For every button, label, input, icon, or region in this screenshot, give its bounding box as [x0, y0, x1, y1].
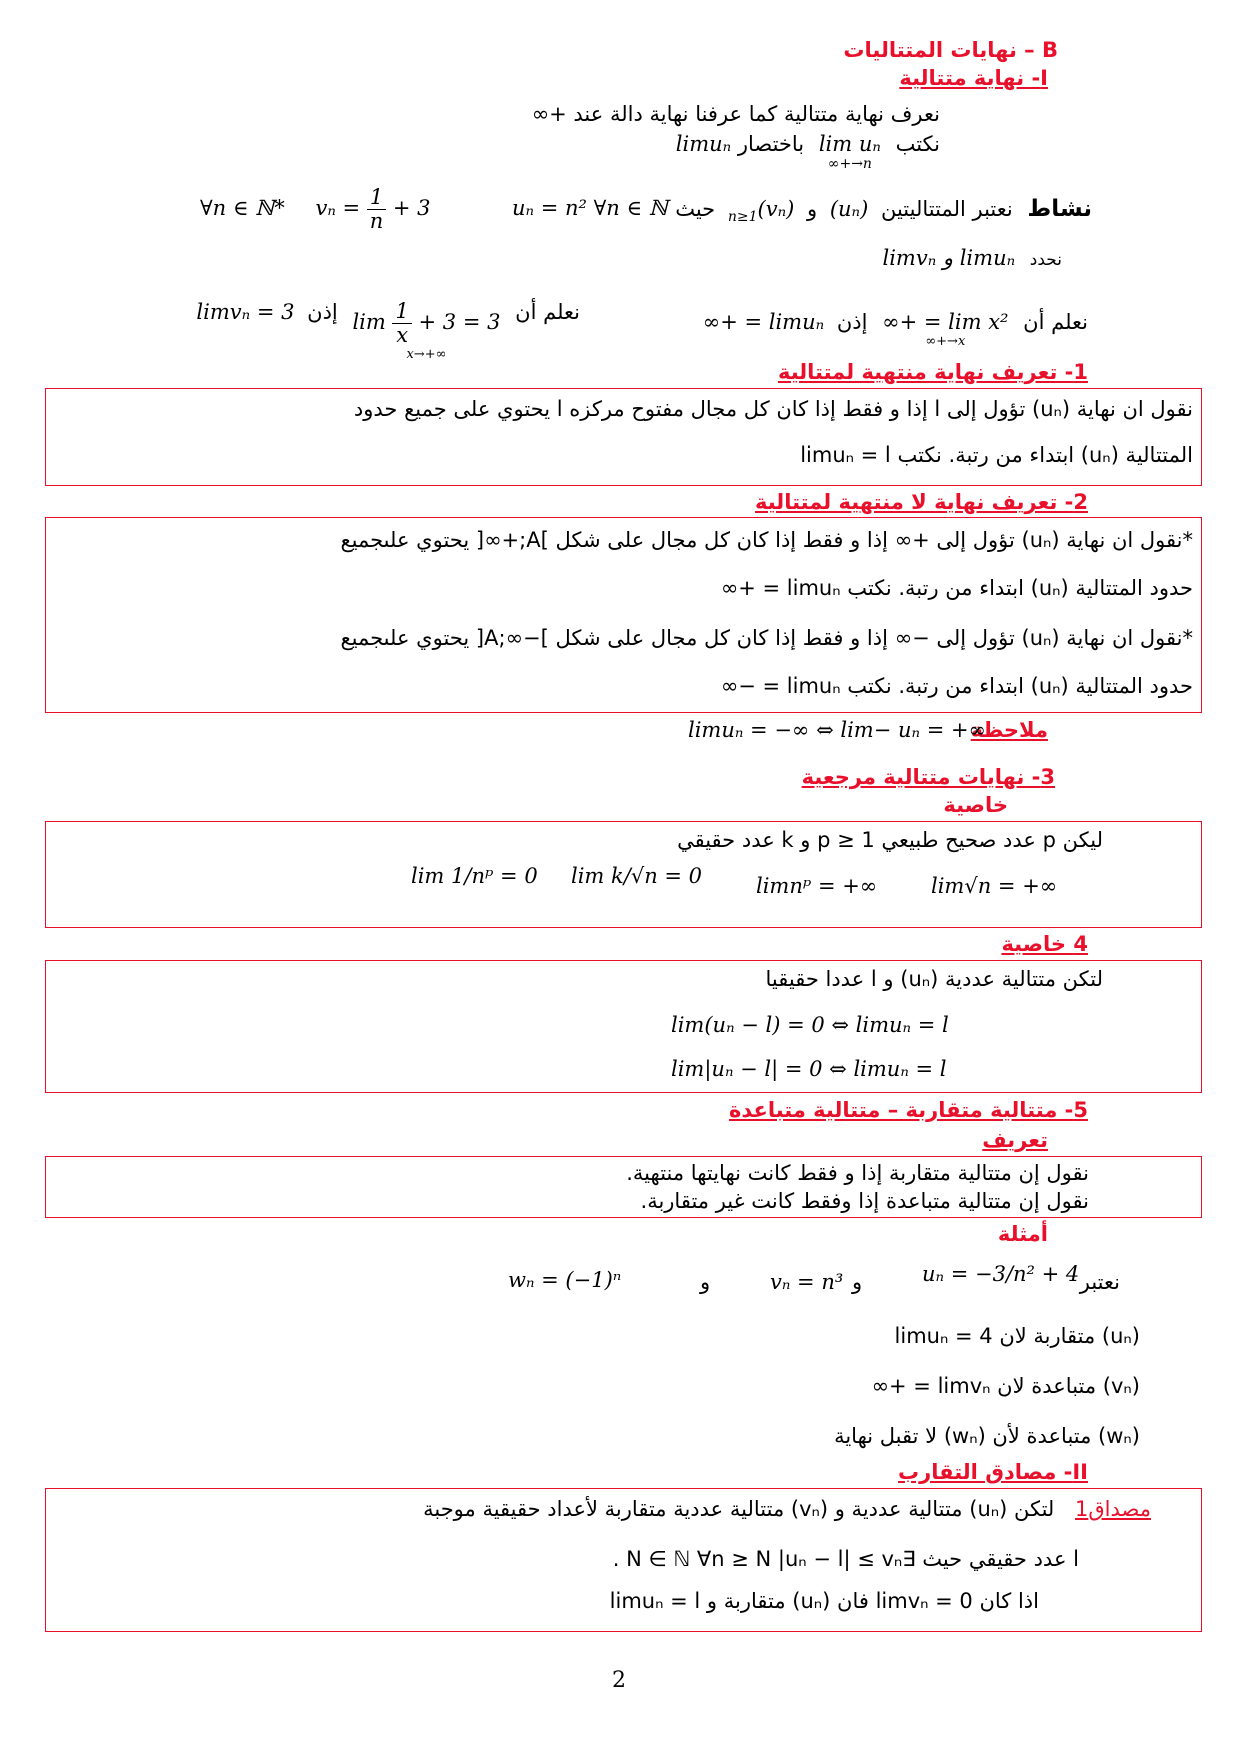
criteria-line-1 — [423, 1497, 1151, 1521]
remark-label: ملاحظة — [970, 718, 1048, 742]
remark-formula: limuₙ = −∞ ⇔ lim− uₙ = +∞ — [688, 718, 987, 742]
page-number: 2 — [612, 1668, 626, 1693]
know-1: نعلم أن lim x² = +∞ x→+∞ إذن limuₙ = +∞ — [702, 310, 1088, 349]
activity-label: نشاط — [1027, 196, 1092, 222]
example-1: (uₙ) متقاربة لان limuₙ = 4 — [894, 1324, 1140, 1348]
ref-one-over-np: lim 1/nᵖ = 0 — [411, 864, 538, 888]
ref-text: ليكن p عدد صحيح طبيعي p ≥ 1 و k عدد حقيقي — [677, 828, 1103, 852]
def2-line-2: حدود المتتالية (uₙ) ابتداء من رتبة. نكتب limuₙ = +∞ — [720, 576, 1193, 600]
criteria-line-2: l عدد حقيقي حيث ∃N ∈ ℕ ∀n ≥ N |uₙ − l| ≤ vₙ . — [612, 1547, 1079, 1571]
ref-title — [802, 765, 1055, 789]
intro-lim-short: limuₙ — [675, 132, 732, 156]
def1-line-2: المتتالية (uₙ) ابتداء من رتبة. نكتب limuₙ = l — [800, 443, 1193, 467]
conv-box — [45, 1156, 1202, 1218]
example-vn: vₙ = n³ — [770, 1270, 844, 1294]
vn-definition: ∀n ∈ ℕ* vₙ = $\frac{1}{n}$ + 3 — [200, 185, 431, 234]
know-2-label: نعلم أن — [515, 300, 580, 324]
intro-line-2 — [676, 132, 940, 172]
un-definition: uₙ = n² ∀n ∈ ℕ — [512, 196, 668, 220]
intro-write: نكتب — [895, 132, 940, 156]
intro-line-1: نعرف نهاية متتالية كما عرفنا نهاية دالة عند +∞ — [531, 102, 940, 126]
determine-line — [882, 246, 1062, 270]
examples-consider: نعتبر — [1079, 1270, 1120, 1294]
def1-box — [45, 388, 1202, 486]
ref-sqrt-n: lim√n = +∞ — [931, 874, 1058, 898]
def2-line-3: *نقول ان نهاية (uₙ) تؤول إلى −∞ إذا و فقط إذا كان كل مجال على شكل ]−∞;A[ يحتوي علىجميع — [340, 626, 1193, 650]
example-un-formula: uₙ = −3/n² + 4 — [922, 1262, 1080, 1286]
prop4-formula-2: lim|uₙ − l| = 0 ⇔ limuₙ = l — [671, 1057, 947, 1081]
criteria-line-3: اذا كان limvₙ = 0 فان (uₙ) متقاربة و limuₙ = l — [609, 1589, 1039, 1613]
section-1-title: I- نهاية متتالية — [899, 66, 1048, 90]
intro-short-label: باختصار — [737, 132, 805, 156]
prop4-box — [45, 960, 1202, 1093]
example-wn: wₙ = (−1)ⁿ — [508, 1268, 622, 1292]
determine-limits: limuₙ و limvₙ — [882, 246, 1016, 270]
ref-k-over-sqrt: lim k/√n = 0 — [571, 864, 703, 888]
examples-and-2: و — [700, 1270, 711, 1294]
then-2-label: إذن — [307, 300, 338, 324]
def2-line-1: *نقول ان نهاية (uₙ) تؤول إلى +∞ إذا و فقط إذا كان كل مجال على شكل ]A;+∞[ يحتوي علىجميع — [340, 528, 1193, 552]
activity-and: و — [806, 197, 818, 221]
def2-box — [45, 517, 1202, 713]
result-2: limvₙ = 3 — [196, 300, 295, 324]
prop4-text: لتكن متتالية عددية (uₙ) و l عددا حقيقيا — [765, 967, 1103, 991]
def2-line-4: حدود المتتالية (uₙ) ابتداء من رتبة. نكتب limuₙ = −∞ — [720, 674, 1193, 698]
intro-lim-sub: n→+∞ — [827, 156, 872, 172]
activity-text: نعتبر المتتاليتين — [880, 197, 1013, 221]
example-3: (wₙ) متباعدة لأن (wₙ) لا تقبل نهاية — [834, 1424, 1140, 1448]
conv-line-1: نقول إن متتالية متقاربة إذا و فقط كانت نهايتها منتهية. — [626, 1161, 1089, 1185]
example-un — [922, 1262, 1079, 1286]
ref-prop-label: خاصية — [943, 793, 1008, 817]
conv-line-2: نقول إن متتالية متباعدة إذا وفقط كانت غير متقاربة. — [640, 1189, 1089, 1213]
vn-domain: ∀n ∈ ℕ* — [200, 196, 285, 221]
example-2: (vₙ) متباعدة لان limvₙ = +∞ — [871, 1374, 1140, 1398]
criteria-line-1-text: لتكن (uₙ) متتالية عددية و (vₙ) متتالية عددية متقاربة لأعداد حقيقية موجبة — [423, 1497, 1055, 1521]
examples-title: أمثلة — [997, 1222, 1048, 1246]
ref-title-text: 3- نهايات متتالية مرجعية — [801, 765, 1055, 789]
determine-label: نحدد — [1029, 250, 1062, 270]
examples-and-1: و — [852, 1270, 863, 1294]
know-2: نعلم أن lim $\frac{1}{x}$ + 3 = 3 x→+∞ إذن limvₙ = 3 — [196, 299, 580, 363]
prop4-title: 4 خاصية — [1001, 932, 1088, 956]
then-1-label: إذن — [836, 310, 868, 334]
ref-box — [45, 821, 1202, 928]
def2-title: 2- تعريف نهاية لا منتهية لمتتالية — [755, 490, 1088, 514]
activity-line: نشاط نعتبر المتتاليتين (uₙ) و $(v_n)_{n\ge 1}$ حيث — [675, 196, 1092, 226]
conv-title: 5- متتالية متقاربة – متتالية متباعدة — [728, 1098, 1088, 1122]
activity-where: حيث — [675, 197, 716, 221]
def1-title: 1- تعريف نهاية منتهية لمتتالية — [777, 360, 1088, 384]
know-1-label: نعلم أن — [1023, 310, 1088, 334]
prop4-formula-1: lim(uₙ − l) = 0 ⇔ limuₙ = l — [671, 1013, 949, 1037]
conv-def-label: تعريف — [982, 1128, 1048, 1152]
part-b-title: B – نهايات المتتاليات — [843, 38, 1058, 62]
ref-n-pow-p: limnᵖ = +∞ — [756, 874, 878, 898]
def1-line-1: نقول ان نهاية (uₙ) تؤول إلى l إذا و فقط إذا كان كل مجال مفتوح مركزه l يحتوي على جميع حدود — [353, 397, 1193, 421]
criteria-box — [45, 1488, 1202, 1632]
result-1: limuₙ = +∞ — [702, 310, 825, 334]
intro-lim-full: lim uₙ — [818, 132, 881, 156]
criteria-label: مصداق1 — [1075, 1497, 1151, 1521]
criteria-title: II- مصادق التقارب — [898, 1460, 1088, 1484]
